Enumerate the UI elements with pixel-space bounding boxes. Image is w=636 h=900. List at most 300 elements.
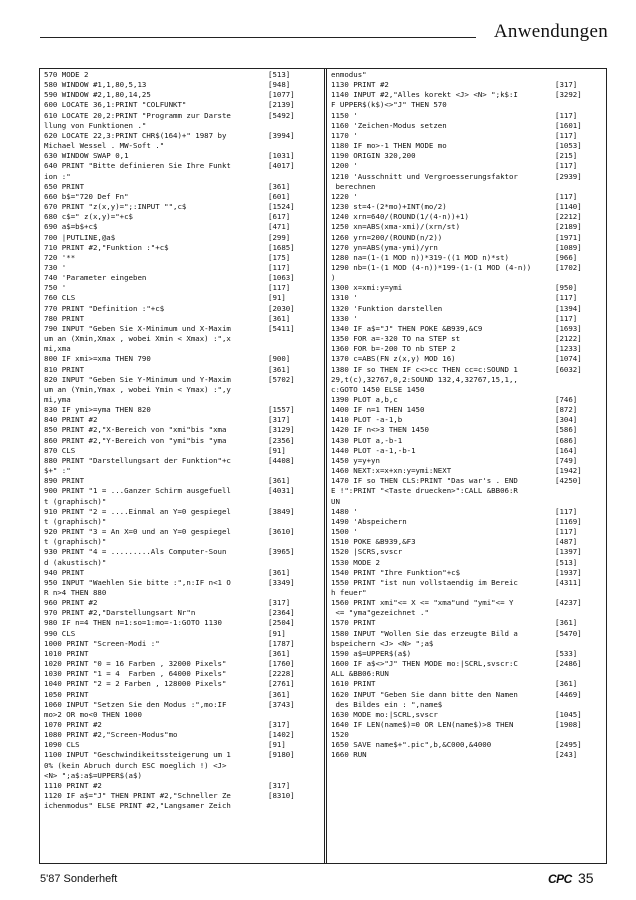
code-line — [331, 141, 610, 151]
code-text: berechnen — [331, 181, 376, 191]
code-text: <N> ";a$:a$=UPPER$(a$) — [44, 770, 142, 780]
code-text: Michael Wessel . MW-Soft ." — [44, 141, 165, 151]
code-line — [44, 151, 323, 161]
code-text: des Bildes ein : ",name$ — [331, 699, 443, 709]
code-line — [331, 344, 610, 354]
checksum: [91] — [268, 740, 286, 750]
checksum: [749] — [555, 455, 578, 465]
code-line — [44, 283, 323, 293]
code-line — [331, 415, 610, 425]
code-text: h feuer" — [331, 587, 367, 597]
checksum: [1685] — [268, 242, 295, 252]
code-text: 1190 ORIGIN 320,200 — [331, 151, 416, 161]
checksum: [1908] — [555, 720, 582, 729]
code-line — [331, 608, 610, 618]
code-line — [44, 70, 323, 80]
code-line — [331, 578, 610, 588]
code-text: t (graphisch)" — [44, 516, 107, 526]
code-text: 710 PRINT #2,"Funktion :"+c$ — [44, 242, 169, 252]
code-line — [331, 750, 610, 760]
checksum: [1601] — [555, 120, 582, 130]
checksum: [1524] — [268, 202, 295, 212]
code-text: 950 INPUT "Waehlen Sie bitte :",n:IF n<1 O — [44, 577, 231, 587]
code-text: 1060 INPUT "Setzen Sie den Modus :",mo:IF — [44, 699, 227, 709]
code-text: 1240 xrn=640/(ROUND(1/(4-n))+1) — [331, 212, 469, 222]
checksum: [1045] — [555, 709, 582, 719]
checksum: [872] — [555, 405, 578, 415]
code-line — [331, 151, 610, 161]
code-line — [331, 365, 610, 375]
code-line — [44, 497, 323, 507]
checksum: [2939] — [555, 171, 582, 181]
code-line — [44, 486, 323, 496]
code-text: 1440 PLOT -a-1,-b-1 — [331, 445, 416, 455]
checksum: [1053] — [555, 141, 582, 151]
checksum: [117] — [555, 506, 578, 516]
code-line — [331, 100, 610, 110]
checksum: [1089] — [555, 242, 582, 252]
checksum: [1140] — [555, 202, 582, 212]
code-text: 740 'Parameter eingeben — [44, 273, 147, 283]
code-text: 1480 ' — [331, 506, 358, 516]
code-text: 730 ' — [44, 262, 67, 272]
checksum: [1760] — [268, 659, 295, 669]
code-line — [331, 446, 610, 456]
code-line — [44, 375, 323, 385]
code-text: ion :" — [44, 171, 71, 181]
code-line — [331, 598, 610, 608]
code-line — [44, 405, 323, 415]
checksum: [117] — [555, 161, 578, 171]
checksum: [4237] — [555, 598, 582, 608]
code-line — [44, 354, 323, 364]
code-line — [44, 80, 323, 90]
checksum: [299] — [268, 232, 291, 242]
code-line — [331, 375, 610, 385]
code-text: 910 PRINT "2 = ....Einmal an Y=0 gespiegel — [44, 506, 231, 516]
code-line — [44, 750, 323, 760]
checksum: [361] — [268, 648, 291, 658]
code-text: $+" :" — [44, 466, 71, 476]
code-text: F UPPER$(k$)<>"J" THEN 570 — [331, 100, 447, 110]
code-line — [331, 131, 610, 141]
code-line — [331, 212, 610, 222]
code-text: mo>2 OR mo<0 THEN 1000 — [44, 709, 142, 719]
code-line — [44, 304, 323, 314]
checksum: [513] — [268, 70, 291, 79]
code-line — [44, 192, 323, 202]
code-text: llung von Funktionen ." — [44, 120, 147, 130]
code-line — [44, 507, 323, 517]
code-text: 1650 SAVE name$+".pic",b,&C000,&4000 — [331, 740, 492, 750]
code-text: 870 CLS — [44, 445, 76, 455]
code-line — [44, 558, 323, 568]
code-text: 1230 st=4-(2*mo)+INT(mo/2) — [331, 202, 447, 212]
checksum: [91] — [268, 628, 286, 638]
checksum: [1397] — [555, 547, 582, 557]
code-line — [44, 161, 323, 171]
code-text: 630 WINDOW SWAP 0,1 — [44, 151, 129, 161]
code-text: 1110 PRINT #2 — [44, 780, 102, 790]
code-line — [44, 415, 323, 425]
code-text: 1540 PRINT "Ihre Funktion"+c$ — [331, 567, 461, 577]
code-text: 1420 IF n<>3 THEN 1450 — [331, 425, 429, 435]
code-line — [44, 537, 323, 547]
code-line — [331, 486, 610, 496]
code-line — [331, 436, 610, 446]
checksum: [3743] — [268, 699, 295, 709]
code-text: 1370 c=ABS(FN z(x,y) MOD 16) — [331, 354, 456, 364]
code-text: 720 '** — [44, 252, 76, 262]
code-line — [331, 334, 610, 344]
checksum: [2364] — [268, 608, 295, 618]
code-text: 1380 IF so THEN IF c<>cc THEN cc=c:SOUND 1 — [331, 364, 518, 374]
checksum: [1031] — [268, 151, 295, 161]
checksum: [361] — [555, 618, 578, 628]
checksum: [361] — [268, 364, 291, 374]
code-text: 1180 IF mo>-1 THEN MODE mo — [331, 141, 447, 151]
code-text: 970 PRINT #2,"Darstellungsart Nr"n — [44, 608, 196, 618]
code-text: um an (Ymin,Ymax , wobei Ymin < Ymax) :",y — [44, 384, 231, 394]
code-text: 1450 y=y+yn — [331, 455, 380, 465]
code-line — [44, 476, 323, 486]
checksum: [361] — [268, 476, 291, 486]
checksum: [9180] — [268, 750, 295, 760]
code-text: 1080 PRINT #2,"Screen-Modus"mo — [44, 730, 178, 740]
checksum: [4469] — [555, 689, 582, 699]
code-line — [331, 730, 610, 740]
code-line — [44, 314, 323, 324]
checksum: [304] — [555, 415, 578, 425]
code-text: 1410 PLOT -a-1,b — [331, 415, 403, 425]
code-text: 1220 ' — [331, 191, 358, 201]
code-text: ALL &BB06:RUN — [331, 669, 389, 679]
checksum: [317] — [268, 780, 291, 790]
code-text: 1530 MODE 2 — [331, 557, 380, 567]
code-text: 1320 'Funktion darstellen — [331, 303, 443, 313]
code-line — [331, 385, 610, 395]
code-text: UN — [331, 496, 340, 506]
code-line — [331, 354, 610, 364]
code-line — [331, 111, 610, 121]
code-text: 1340 IF a$="J" THEN POKE &B939,&C9 — [331, 323, 483, 333]
code-text: 1640 IF LEN(name$)=0 OR LEN(name$)>8 THEN — [331, 720, 514, 729]
code-line — [44, 425, 323, 435]
checksum: [1074] — [555, 354, 582, 364]
checksum: [117] — [555, 527, 578, 537]
code-line — [331, 720, 610, 730]
code-line — [331, 70, 610, 80]
code-line — [44, 568, 323, 578]
checksum: [91] — [268, 293, 286, 303]
checksum: [746] — [555, 395, 578, 404]
checksum: [117] — [268, 262, 291, 272]
code-text: 650 PRINT — [44, 181, 85, 191]
checksum: [361] — [268, 567, 291, 577]
code-text: 1500 ' — [331, 527, 358, 537]
checksum: [1233] — [555, 344, 582, 354]
code-line — [331, 700, 610, 710]
checksum: [966] — [555, 252, 578, 262]
code-line — [44, 761, 323, 771]
code-line — [331, 710, 610, 720]
checksum: [361] — [268, 313, 291, 323]
code-text: 1350 FOR a=-320 TO na STEP st — [331, 334, 461, 344]
code-text: t (graphisch)" — [44, 496, 107, 506]
checksum: [317] — [268, 415, 291, 425]
code-line — [331, 80, 610, 90]
code-line — [331, 304, 610, 314]
code-line — [331, 466, 610, 476]
code-text: 790 INPUT "Geben Sie X-Minimum und X-Maxim — [44, 323, 231, 333]
code-line — [331, 659, 610, 669]
code-text: 780 PRINT — [44, 313, 85, 323]
checksum: [686] — [555, 435, 578, 445]
code-line — [331, 618, 610, 628]
code-text: mi,yma — [44, 395, 71, 404]
code-line — [331, 283, 610, 293]
code-text: 0% (kein Abruch durch ESC moeglich !) <J> — [44, 760, 227, 770]
code-text: 620 LOCATE 22,3:PRINT CHR$(164)+" 1987 by — [44, 130, 227, 140]
checksum: [2504] — [268, 618, 295, 628]
code-text: 680 c$=" z(x,y)="+c$ — [44, 212, 133, 222]
checksum: [5702] — [268, 374, 295, 384]
code-text: 900 PRINT "1 = ...Ganzer Schirm ausgefuell — [44, 486, 231, 496]
code-text: 1000 PRINT "Screen-Modi :" — [44, 638, 160, 648]
code-text: 840 PRINT #2 — [44, 415, 98, 425]
code-line — [331, 90, 610, 100]
code-line — [44, 212, 323, 222]
code-text: 890 PRINT — [44, 476, 85, 486]
code-text: 1360 FOR b=-200 TO nb STEP 2 — [331, 344, 456, 354]
checksum: [91] — [268, 445, 286, 455]
checksum: [5411] — [268, 323, 295, 333]
code-text: 1100 INPUT "Geschwindikeitssteigerung um 1 — [44, 750, 231, 760]
checksum: [215] — [555, 151, 578, 161]
code-line — [331, 588, 610, 598]
code-text: 1270 yn=ABS(yma-ymi)/yrn — [331, 242, 438, 252]
checksum: [6032] — [555, 364, 582, 374]
checksum: [117] — [555, 293, 578, 303]
code-line — [44, 659, 323, 669]
code-text: 1570 PRINT — [331, 618, 376, 628]
code-line — [331, 639, 610, 649]
code-text: 29,t(c),32767,0,2:SOUND 132,4,32767,15,1,, — [331, 374, 518, 384]
checksum: [601] — [268, 191, 291, 201]
code-text: 1660 RUN — [331, 750, 367, 760]
listing-column-right — [331, 70, 610, 860]
code-line — [331, 629, 610, 639]
code-text: <= "yma"gezeichnet ." — [331, 608, 429, 618]
checksum: [3965] — [268, 547, 295, 557]
code-line — [44, 608, 323, 618]
code-line — [44, 273, 323, 283]
checksum: [1077] — [268, 90, 295, 100]
checksum: [2139] — [268, 100, 295, 110]
code-line — [331, 202, 610, 212]
checksum: [361] — [268, 689, 291, 699]
code-text: 1150 ' — [331, 110, 358, 120]
checksum: [617] — [268, 212, 291, 222]
code-text: ichenmodus" ELSE PRINT #2,"Langsamer Zeich — [44, 801, 231, 811]
code-text: 1510 POKE &B939,&F3 — [331, 537, 416, 547]
code-text: 760 CLS — [44, 293, 76, 303]
code-line — [331, 456, 610, 466]
checksum: [1063] — [268, 273, 295, 283]
code-line — [44, 801, 323, 811]
code-text: 1160 'Zeichen-Modus setzen — [331, 120, 447, 130]
checksum: [1693] — [555, 323, 582, 333]
code-text: 860 PRINT #2,"Y-Bereich von "ymi"bis "yma — [44, 435, 227, 445]
code-text: 810 PRINT — [44, 364, 85, 374]
checksum: [1402] — [268, 730, 295, 740]
code-text: 1600 IF a$<>"J" THEN MODE mo:|SCRL,svscr:C — [331, 659, 518, 669]
code-line — [44, 679, 323, 689]
code-line — [44, 456, 323, 466]
code-text: bspeichern <J> <N> ";a$ — [331, 638, 434, 648]
code-text: 880 PRINT "Darstellungsart der Funktion"+c — [44, 455, 231, 465]
code-line — [331, 395, 610, 405]
code-line — [331, 679, 610, 689]
code-line — [44, 517, 323, 527]
code-line — [44, 202, 323, 212]
checksum: [3610] — [268, 527, 295, 537]
code-text: 1280 na=(1-(1 MOD n))*319-((1 MOD n)*st) — [331, 252, 509, 262]
code-text: 1010 PRINT — [44, 648, 89, 658]
code-text: 1260 yrn=200/(ROUND(n/2)) — [331, 232, 443, 242]
code-text: 1020 PRINT "0 = 16 Farben , 32000 Pixels" — [44, 659, 227, 669]
code-text: 1120 IF a$="J" THEN PRINT #2,"Schneller Ze — [44, 791, 231, 801]
header-rule — [40, 37, 476, 38]
code-text: 1070 PRINT #2 — [44, 720, 102, 729]
code-line — [331, 405, 610, 415]
checksum: [950] — [555, 283, 578, 293]
code-line — [331, 476, 610, 486]
code-text: 640 PRINT "Bitte definieren Sie Ihre Funkt — [44, 161, 231, 171]
checksum: [3994] — [268, 130, 295, 140]
checksum: [1394] — [555, 303, 582, 313]
code-text: 580 WINDOW #1,1,80,5,13 — [44, 80, 147, 90]
listing-column-left — [44, 70, 323, 860]
code-text: 920 PRINT "3 = An X=0 und an Y=0 gespiegel — [44, 527, 231, 537]
code-text: R n>4 THEN 880 — [44, 587, 107, 597]
code-line — [331, 537, 610, 547]
checksum: [2495] — [555, 740, 582, 750]
code-text: 1590 a$=UPPER$(a$) — [331, 648, 412, 658]
checksum: [471] — [268, 222, 291, 232]
code-line — [331, 121, 610, 131]
code-line — [331, 172, 610, 182]
code-line — [44, 690, 323, 700]
checksum: [2212] — [555, 212, 582, 222]
checksum: [2228] — [268, 669, 295, 679]
code-line — [331, 293, 610, 303]
checksum: [2189] — [555, 222, 582, 232]
checksum: [175] — [268, 252, 291, 262]
code-line — [331, 263, 610, 273]
checksum: [243] — [555, 750, 578, 760]
code-line — [331, 222, 610, 232]
code-line — [331, 507, 610, 517]
checksum: [586] — [555, 425, 578, 435]
checksum: [2486] — [555, 659, 582, 669]
code-line — [44, 588, 323, 598]
code-text: 770 PRINT "Definition :"+c$ — [44, 303, 165, 313]
checksum: [3849] — [268, 506, 295, 516]
code-text: 1630 MODE mo:|SCRL,svscr — [331, 709, 438, 719]
code-line — [44, 466, 323, 476]
code-text: 1620 INPUT "Geben Sie dann bitte den Namen — [331, 689, 518, 699]
code-line — [44, 172, 323, 182]
code-text: 1550 PRINT "ist nun vollstaendig im Bereic — [331, 577, 518, 587]
code-text: 1430 PLOT a,-b-1 — [331, 435, 403, 445]
code-line — [44, 669, 323, 679]
code-line — [44, 334, 323, 344]
checksum: [2122] — [555, 334, 582, 344]
code-text: 980 IF n=4 THEN n=1:so=1:mo=-1:GOTO 1130 — [44, 618, 222, 628]
checksum: [533] — [555, 648, 578, 658]
checksum: [1937] — [555, 567, 582, 577]
code-text: 1050 PRINT — [44, 689, 89, 699]
code-line — [331, 182, 610, 192]
checksum: [2356] — [268, 435, 295, 445]
code-line — [331, 233, 610, 243]
magazine-logo: CPC — [548, 872, 572, 886]
code-line — [44, 629, 323, 639]
code-line — [331, 740, 610, 750]
code-line — [44, 121, 323, 131]
code-line — [44, 720, 323, 730]
checksum: [948] — [268, 80, 291, 90]
checksum: [317] — [268, 720, 291, 729]
code-line — [44, 395, 323, 405]
code-text: E !":PRINT "<Taste druecken>":CALL &BB06:R — [331, 486, 518, 496]
checksum: [4408] — [268, 455, 295, 465]
code-text: 1140 INPUT #2,"Alles korekt <J> <N> ";k$:I — [331, 90, 518, 100]
code-line — [44, 90, 323, 100]
code-text: 1170 ' — [331, 130, 358, 140]
code-line — [44, 527, 323, 537]
code-text: 570 MODE 2 — [44, 70, 89, 79]
checksum: [2761] — [268, 679, 295, 689]
code-line — [44, 182, 323, 192]
code-text: 830 IF ymi>=yma THEN 820 — [44, 405, 151, 415]
checksum: [900] — [268, 354, 291, 364]
checksum: [117] — [555, 313, 578, 323]
code-text: 1030 PRINT "1 = 4 Farben , 64000 Pixels" — [44, 669, 227, 679]
code-text: 850 PRINT #2,"X-Bereich von "xmi"bis "xma — [44, 425, 227, 435]
code-line — [44, 131, 323, 141]
code-line — [44, 111, 323, 121]
code-line — [331, 253, 610, 263]
code-text: 610 LOCATE 20,2:PRINT "Programm zur Darste — [44, 110, 231, 120]
code-line — [44, 385, 323, 395]
code-text: t (graphisch)" — [44, 537, 107, 547]
code-text: 1290 nb=(1-(1 MOD (4-n))*199-(1-(1 MOD (4-n)) — [331, 262, 532, 272]
checksum: [4250] — [555, 476, 582, 486]
code-line — [44, 700, 323, 710]
page-number: 35 — [578, 870, 594, 886]
checksum: [117] — [555, 191, 578, 201]
code-line — [44, 263, 323, 273]
code-line — [331, 547, 610, 557]
code-text: ) — [331, 273, 336, 283]
code-line — [331, 527, 610, 537]
code-line — [44, 446, 323, 456]
code-text: 1610 PRINT — [331, 679, 376, 689]
checksum: [117] — [555, 130, 578, 140]
code-text: 1580 INPUT "Wollen Sie das erzeugte Bild a — [331, 628, 518, 638]
